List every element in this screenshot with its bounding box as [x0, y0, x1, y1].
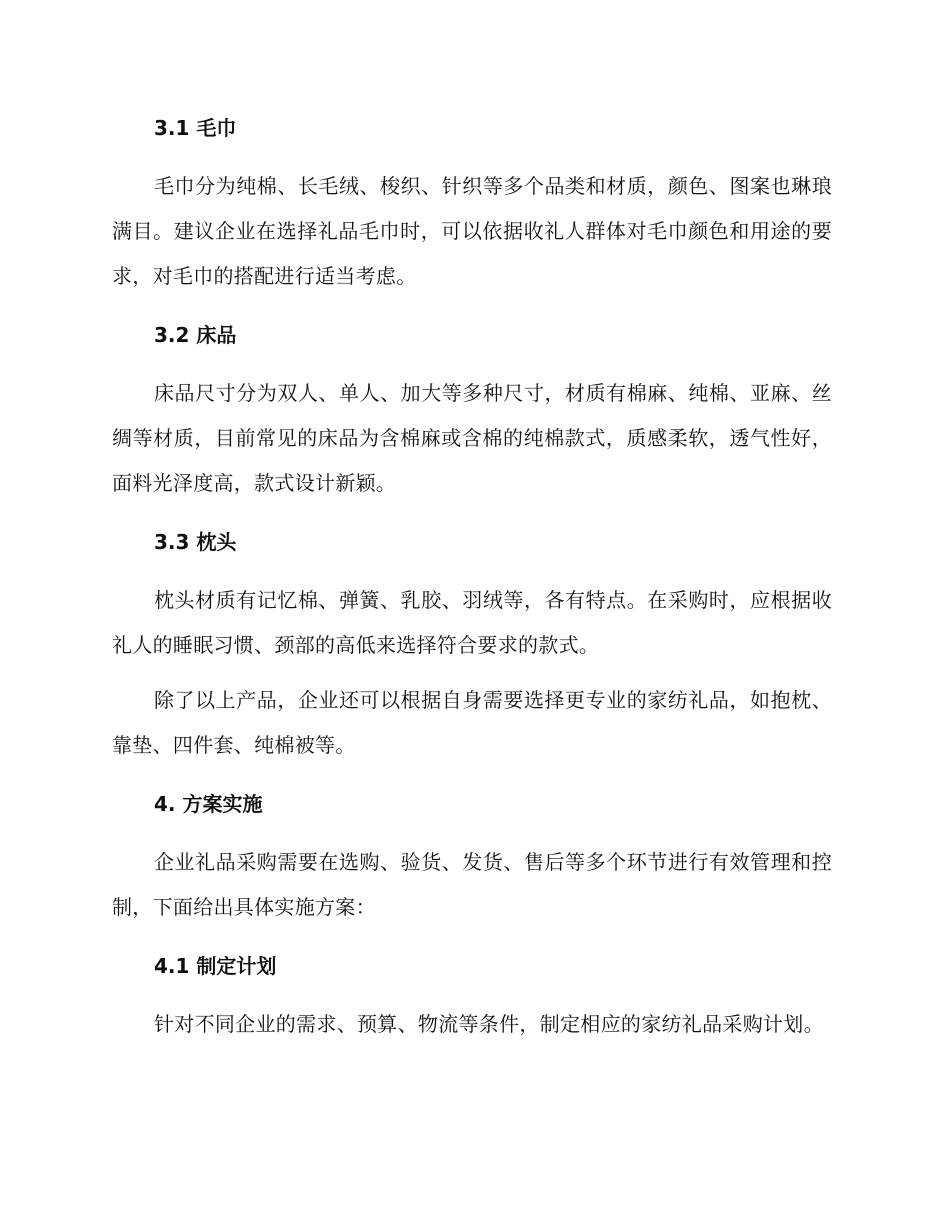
- paragraph-pillows: 枕头材质有记忆棉、弹簧、乳胶、羽绒等，各有特点。在采购时，应根据收礼人的睡眠习惯、颈部的高低来选择符合要求的款式。: [112, 588, 832, 657]
- section-heading-3-1: 3.1 毛巾: [154, 116, 237, 140]
- paragraph-towels: 毛巾分为纯棉、长毛绒、梭织、针织等多个品类和材质，颜色、图案也琳琅满目。建议企业在选择礼品毛巾时，可以依据收礼人群体对毛巾颜色和用途的要求，对毛巾的搭配进行适当考虑。: [112, 174, 832, 288]
- paragraph-other-products: 除了以上产品，企业还可以根据自身需要选择更专业的家纺礼品，如抱枕、靠垫、四件套、纯棉被等。: [112, 688, 832, 757]
- document-body: [112, 112, 832, 1047]
- section-heading-4: 4. 方案实施: [154, 792, 263, 816]
- paragraph-bedding: 床品尺寸分为双人、单人、加大等多种尺寸，材质有棉麻、纯棉、亚麻、丝绸等材质，目前常见的床品为含棉麻或含棉的纯棉款式，质感柔软，透气性好，面料光泽度高，款式设计新颖。: [112, 381, 832, 495]
- section-heading-3-3: 3.3 枕头: [154, 530, 237, 554]
- paragraph-make-plan: 针对不同企业的需求、预算、物流等条件，制定相应的家纺礼品采购计划。: [154, 1012, 824, 1036]
- section-heading-3-2: 3.2 床品: [154, 323, 237, 347]
- paragraph-implementation: 企业礼品采购需要在选购、验货、发货、售后等多个环节进行有效管理和控制，下面给出具体实施方案：: [112, 850, 832, 919]
- section-heading-4-1: 4.1 制定计划: [154, 954, 277, 978]
